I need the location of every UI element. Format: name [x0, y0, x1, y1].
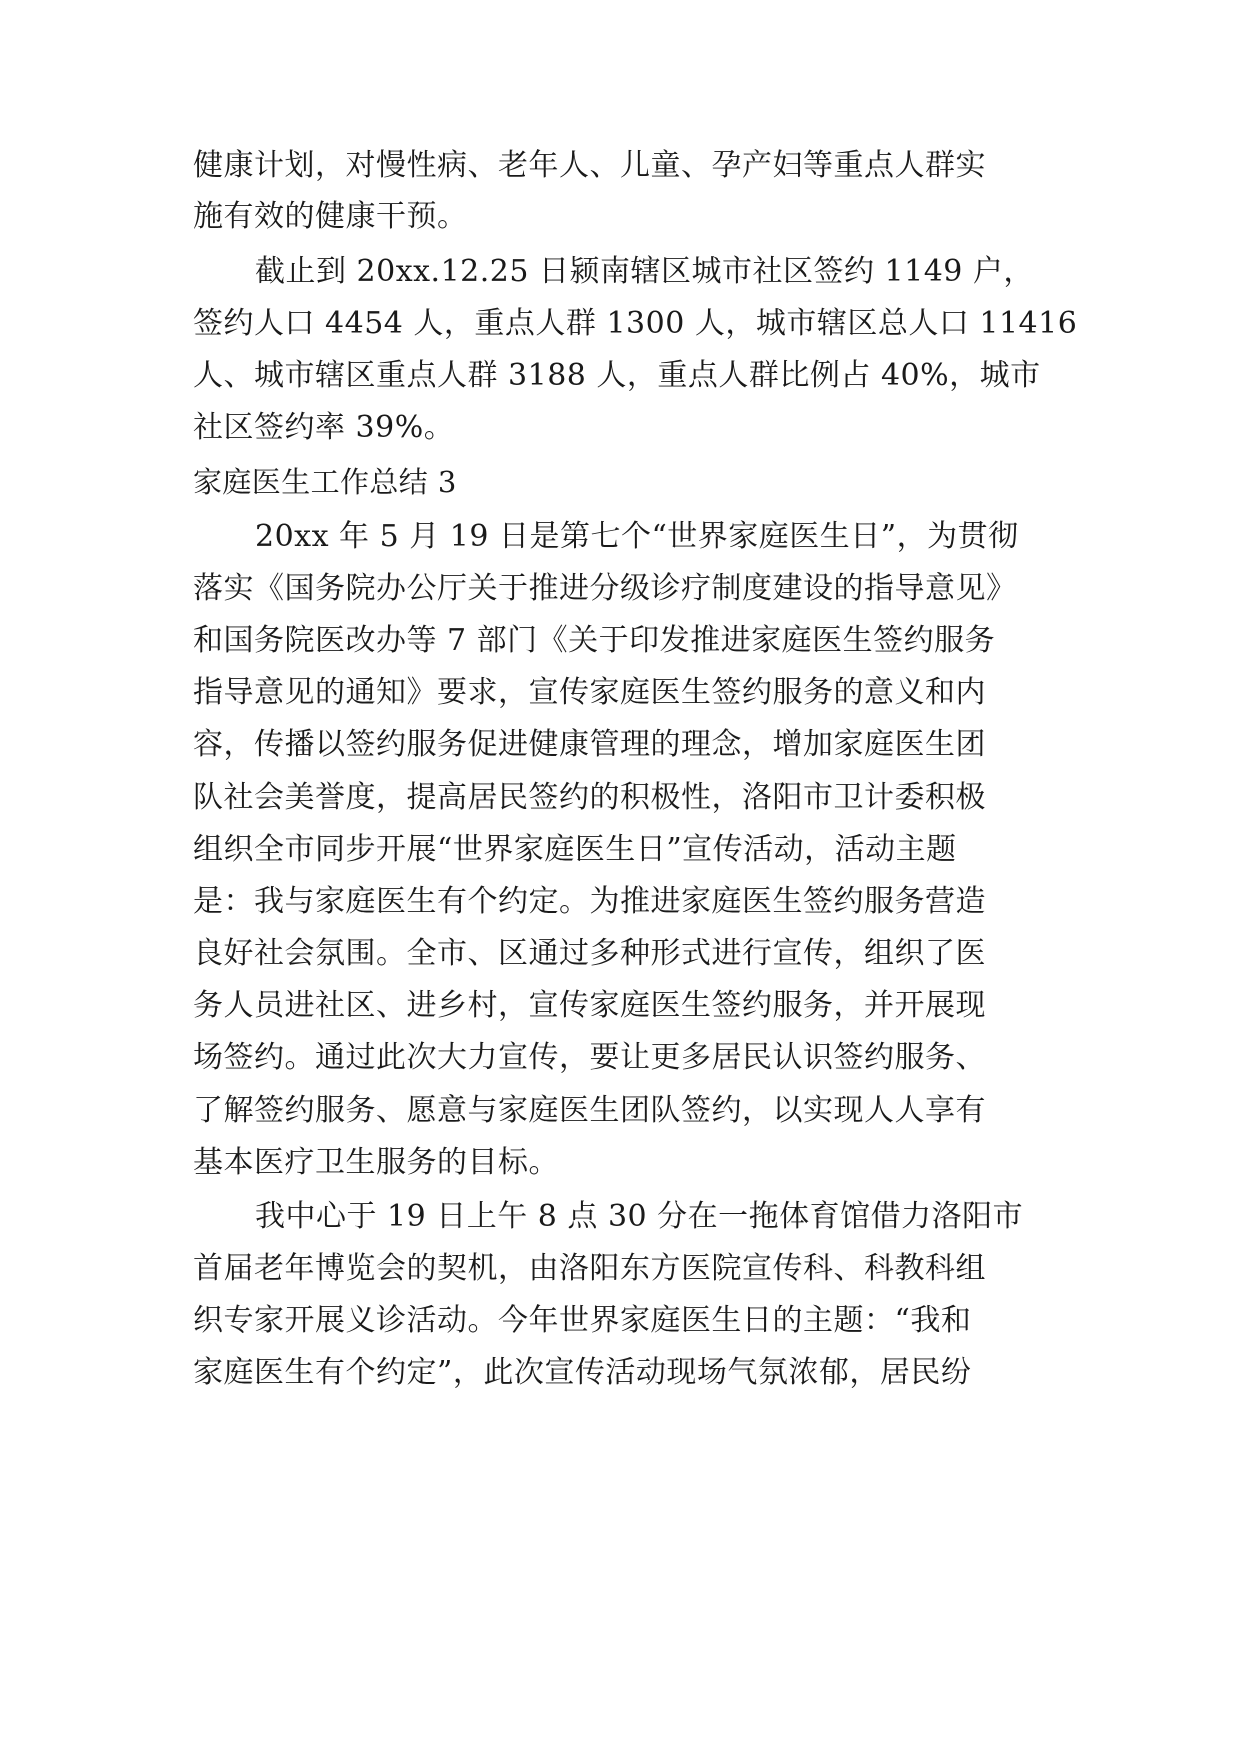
paragraph-4-line: 织专家开展义诊活动。今年世界家庭医生日的主题：“我和 — [193, 1303, 972, 1338]
paragraph-1-line: 健康计划，对慢性病、老年人、儿童、孕产妇等重点人群实 — [193, 148, 986, 183]
paragraph-3-line: 和国务院医改办等 7 部门《关于印发推进家庭医生签约服务 — [193, 623, 996, 658]
paragraph-3-line: 20xx 年 5 月 19 日是第七个“世界家庭医生日”，为贯彻 — [255, 519, 1019, 554]
paragraph-2-line: 社区签约率 39%。 — [193, 410, 455, 445]
paragraph-4-line: 首届老年博览会的契机，由洛阳东方医院宣传科、科教科组 — [193, 1251, 986, 1286]
paragraph-3-line: 指导意见的通知》要求，宣传家庭医生签约服务的意义和内 — [193, 675, 986, 710]
paragraph-4-line: 我中心于 19 日上午 8 点 30 分在一拖体育馆借力洛阳市 — [255, 1199, 1024, 1234]
section-heading: 家庭医生工作总结 3 — [193, 465, 457, 499]
paragraph-3-line: 务人员进社区、进乡村，宣传家庭医生签约服务，并开展现 — [193, 988, 986, 1023]
paragraph-3-line: 队社会美誉度，提高居民签约的积极性，洛阳市卫计委积极 — [193, 780, 986, 815]
paragraph-3-line: 基本医疗卫生服务的目标。 — [193, 1145, 559, 1180]
paragraph-3-line: 良好社会氛围。全市、区通过多种形式进行宣传，组织了医 — [193, 936, 986, 971]
paragraph-2-line: 人、城市辖区重点人群 3188 人，重点人群比例占 40%，城市 — [193, 358, 1041, 393]
paragraph-2-line: 截止到 20xx.12.25 日颍南辖区城市社区签约 1149 户， — [255, 254, 1034, 289]
paragraph-3-line: 场签约。通过此次大力宣传，要让更多居民认识签约服务、 — [193, 1040, 986, 1075]
paragraph-3-line: 组织全市同步开展“世界家庭医生日”宣传活动，活动主题 — [193, 832, 957, 867]
paragraph-3-line: 落实《国务院办公厅关于推进分级诊疗制度建设的指导意见》 — [193, 571, 1017, 606]
paragraph-2-line: 签约人口 4454 人，重点人群 1300 人，城市辖区总人口 11416 — [193, 306, 1078, 341]
paragraph-3-line: 是：我与家庭医生有个约定。为推进家庭医生签约服务营造 — [193, 884, 986, 919]
paragraph-3-line: 容，传播以签约服务促进健康管理的理念，增加家庭医生团 — [193, 727, 986, 762]
paragraph-3-line: 了解签约服务、愿意与家庭医生团队签约，以实现人人享有 — [193, 1093, 986, 1128]
paragraph-4-line: 家庭医生有个约定”，此次宣传活动现场气氛浓郁，居民纷 — [193, 1355, 972, 1390]
paragraph-1-line: 施有效的健康干预。 — [193, 199, 468, 234]
